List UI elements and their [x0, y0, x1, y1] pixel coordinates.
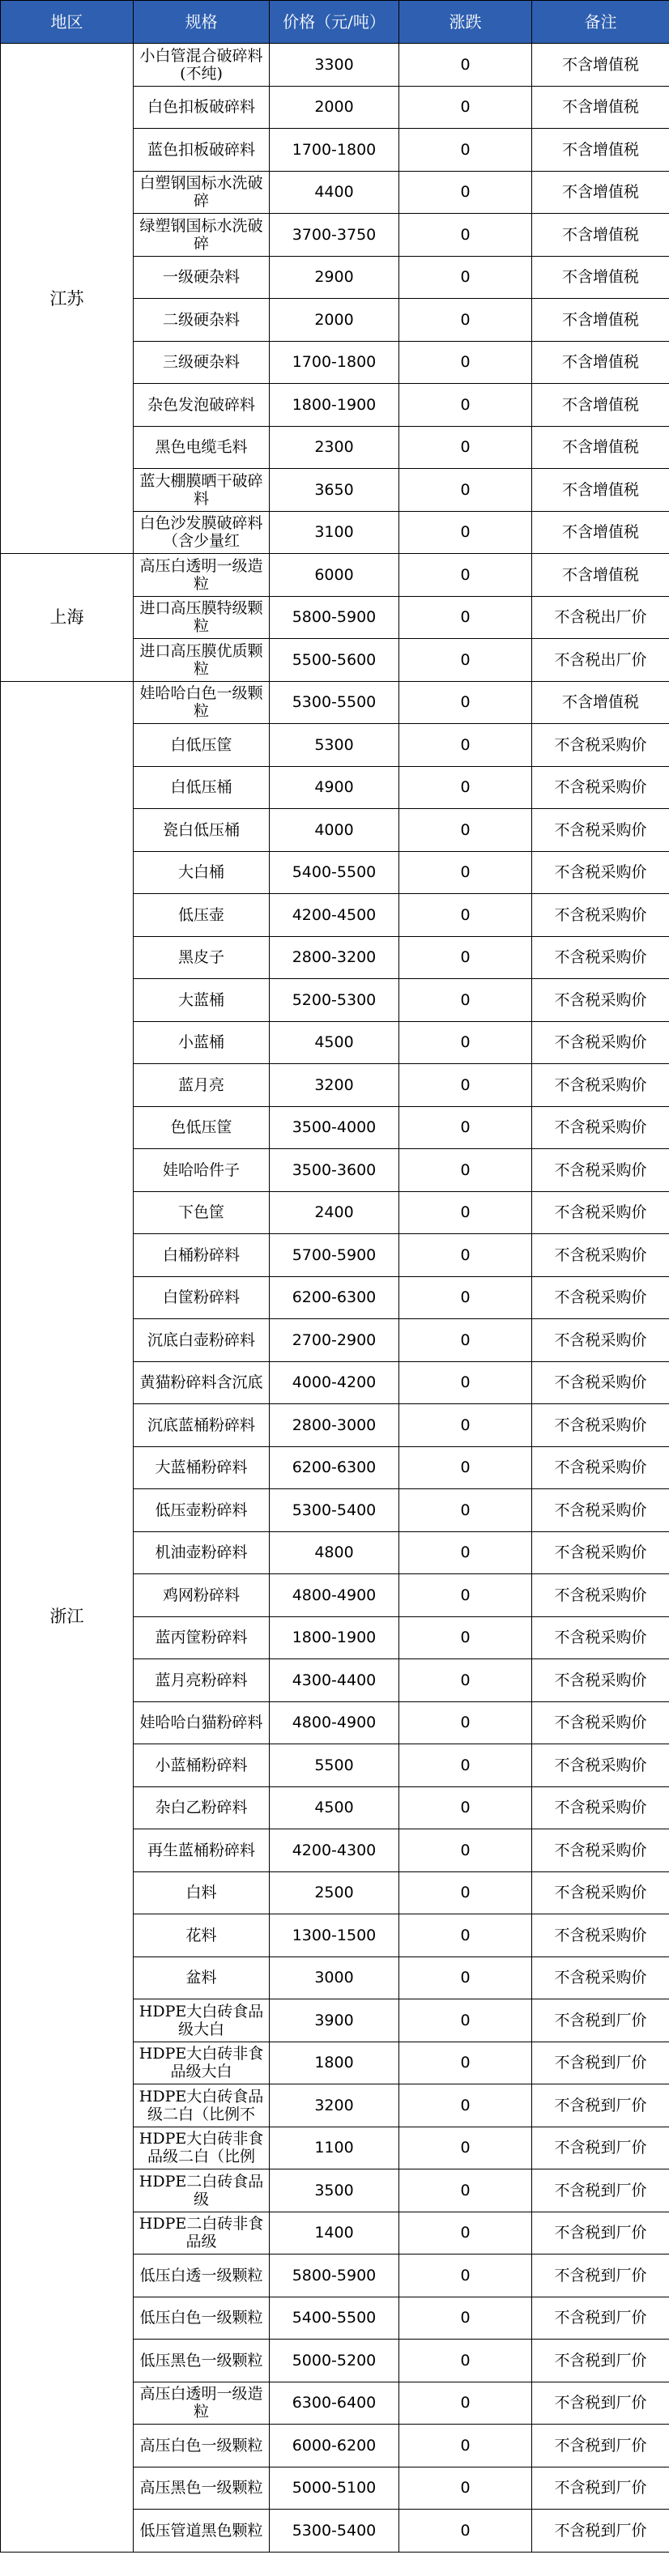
region-cell: 江苏 — [1, 44, 134, 554]
header-change: 涨跌 — [399, 1, 532, 44]
change-cell: 0 — [399, 86, 532, 129]
spec-cell: 二级硬杂料 — [134, 299, 270, 342]
note-cell: 不含税采购价 — [532, 1191, 669, 1234]
note-cell: 不含税采购价 — [532, 1276, 669, 1319]
spec-cell: 大白桶 — [134, 851, 270, 894]
change-cell: 0 — [399, 681, 532, 724]
note-cell: 不含税采购价 — [532, 979, 669, 1022]
note-cell: 不含税采购价 — [532, 1106, 669, 1149]
note-cell: 不含增值税 — [532, 341, 669, 384]
note-cell: 不含税出厂价 — [532, 596, 669, 639]
price-cell: 6300-6400 — [270, 2382, 399, 2425]
change-cell: 0 — [399, 384, 532, 427]
price-cell: 3500-4000 — [270, 1106, 399, 1149]
change-cell: 0 — [399, 2212, 532, 2255]
spec-cell: 绿塑钢国标水洗破碎 — [134, 214, 270, 257]
price-cell: 6200-6300 — [270, 1276, 399, 1319]
spec-cell: 大蓝桶粉碎料 — [134, 1446, 270, 1489]
spec-cell: 黄猫粉碎料含沉底 — [134, 1361, 270, 1404]
spec-cell: 白色扣板破碎料 — [134, 86, 270, 129]
note-cell: 不含增值税 — [532, 86, 669, 129]
change-cell: 0 — [399, 1616, 532, 1659]
spec-cell: 低压壶 — [134, 894, 270, 937]
price-cell: 3000 — [270, 1956, 399, 1999]
spec-cell: HDPE大白砖食品级二白（比例不 — [134, 2084, 270, 2127]
spec-cell: 白低压筐 — [134, 724, 270, 767]
price-cell: 2000 — [270, 299, 399, 342]
price-cell: 2900 — [270, 256, 399, 299]
change-cell: 0 — [399, 1234, 532, 1277]
spec-cell: 黑皮子 — [134, 936, 270, 979]
spec-cell: 盆料 — [134, 1956, 270, 1999]
spec-cell: 小蓝桶 — [134, 1021, 270, 1064]
note-cell: 不含税采购价 — [532, 1361, 669, 1404]
spec-cell: 低压白色一级颗粒 — [134, 2297, 270, 2340]
spec-cell: 小蓝桶粉碎料 — [134, 1744, 270, 1787]
note-cell: 不含税采购价 — [532, 1956, 669, 1999]
change-cell: 0 — [399, 724, 532, 767]
table-row — [1, 554, 669, 597]
note-cell: 不含税到厂价 — [532, 2127, 669, 2169]
price-cell: 3650 — [270, 469, 399, 512]
note-cell: 不含增值税 — [532, 384, 669, 427]
change-cell: 0 — [399, 2084, 532, 2127]
change-cell: 0 — [399, 2127, 532, 2169]
change-cell: 0 — [399, 2042, 532, 2084]
change-cell: 0 — [399, 1319, 532, 1362]
spec-cell: 一级硬杂料 — [134, 256, 270, 299]
spec-cell: 低压白透一级颗粒 — [134, 2255, 270, 2297]
spec-cell: 大蓝桶 — [134, 979, 270, 1022]
change-cell: 0 — [399, 171, 532, 214]
spec-cell: 白塑钢国标水洗破碎 — [134, 171, 270, 214]
price-cell: 1400 — [270, 2212, 399, 2255]
note-cell: 不含税到厂价 — [532, 2382, 669, 2425]
spec-cell: 小白管混合破碎料(不纯) — [134, 44, 270, 87]
spec-cell: 蓝大棚膜晒干破碎料 — [134, 469, 270, 512]
note-cell: 不含税采购价 — [532, 894, 669, 937]
price-cell: 5200-5300 — [270, 979, 399, 1022]
note-cell: 不含税到厂价 — [532, 2042, 669, 2084]
price-cell: 6000-6200 — [270, 2425, 399, 2467]
price-cell: 1300-1500 — [270, 1914, 399, 1957]
price-cell: 5000-5200 — [270, 2340, 399, 2382]
change-cell: 0 — [399, 2340, 532, 2382]
header-note: 备注 — [532, 1, 669, 44]
change-cell: 0 — [399, 979, 532, 1022]
price-cell: 2400 — [270, 1191, 399, 1234]
table-body — [1, 44, 669, 2553]
spec-cell: 白筐粉碎料 — [134, 1276, 270, 1319]
price-cell: 1100 — [270, 2127, 399, 2169]
spec-cell: 鸡网粉碎料 — [134, 1574, 270, 1617]
note-cell: 不含税到厂价 — [532, 2212, 669, 2255]
note-cell: 不含税采购价 — [532, 1234, 669, 1277]
note-cell: 不含增值税 — [532, 171, 669, 214]
note-cell: 不含税采购价 — [532, 1446, 669, 1489]
spec-cell: 色低压筐 — [134, 1106, 270, 1149]
price-cell: 4200-4300 — [270, 1829, 399, 1872]
note-cell: 不含税采购价 — [532, 1531, 669, 1574]
change-cell: 0 — [399, 851, 532, 894]
price-cell: 5300-5400 — [270, 2510, 399, 2553]
spec-cell: 黑色电缆毛料 — [134, 426, 270, 469]
table-header — [1, 1, 669, 44]
region-cell: 上海 — [1, 554, 134, 682]
note-cell: 不含税采购价 — [532, 1829, 669, 1872]
price-cell: 4800 — [270, 1531, 399, 1574]
note-cell: 不含税采购价 — [532, 1404, 669, 1447]
price-cell: 2000 — [270, 86, 399, 129]
change-cell: 0 — [399, 936, 532, 979]
change-cell: 0 — [399, 894, 532, 937]
spec-cell: 沉底白壶粉碎料 — [134, 1319, 270, 1362]
change-cell: 0 — [399, 1106, 532, 1149]
price-cell: 4200-4500 — [270, 894, 399, 937]
header-spec: 规格 — [134, 1, 270, 44]
spec-cell: 进口高压膜特级颗粒 — [134, 596, 270, 639]
change-cell: 0 — [399, 1871, 532, 1914]
spec-cell: HDPE大白砖非食品级二白（比例 — [134, 2127, 270, 2169]
spec-cell: 白低压桶 — [134, 766, 270, 809]
note-cell: 不含税采购价 — [532, 1574, 669, 1617]
change-cell: 0 — [399, 1149, 532, 1192]
price-cell: 6200-6300 — [270, 1446, 399, 1489]
spec-cell: 高压白色一级颗粒 — [134, 2425, 270, 2467]
spec-cell: 高压白透明一级造粒 — [134, 2382, 270, 2425]
price-cell: 2500 — [270, 1871, 399, 1914]
spec-cell: 蓝丙筐粉碎料 — [134, 1616, 270, 1659]
price-cell: 3100 — [270, 511, 399, 554]
change-cell: 0 — [399, 1531, 532, 1574]
change-cell: 0 — [399, 2169, 532, 2212]
change-cell: 0 — [399, 2425, 532, 2467]
spec-cell: 娃哈哈白色一级颗粒 — [134, 681, 270, 724]
price-cell: 1800-1900 — [270, 384, 399, 427]
change-cell: 0 — [399, 129, 532, 172]
price-cell: 4800-4900 — [270, 1574, 399, 1617]
change-cell: 0 — [399, 426, 532, 469]
note-cell: 不含税采购价 — [532, 766, 669, 809]
table-row — [1, 44, 669, 87]
price-cell: 3900 — [270, 1999, 399, 2042]
price-cell: 4400 — [270, 171, 399, 214]
change-cell: 0 — [399, 1956, 532, 1999]
note-cell: 不含税采购价 — [532, 809, 669, 852]
note-cell: 不含税采购价 — [532, 936, 669, 979]
price-cell: 5400-5500 — [270, 2297, 399, 2340]
spec-cell: 蓝色扣板破碎料 — [134, 129, 270, 172]
note-cell: 不含税到厂价 — [532, 2425, 669, 2467]
spec-cell: 蓝月亮粉碎料 — [134, 1659, 270, 1702]
spec-cell: 瓷白低压桶 — [134, 809, 270, 852]
spec-cell: 白桶粉碎料 — [134, 1234, 270, 1277]
change-cell: 0 — [399, 1574, 532, 1617]
change-cell: 0 — [399, 2297, 532, 2340]
note-cell: 不含税到厂价 — [532, 2340, 669, 2382]
note-cell: 不含税采购价 — [532, 724, 669, 767]
price-cell: 2300 — [270, 426, 399, 469]
price-cell: 5300-5500 — [270, 681, 399, 724]
price-cell: 4900 — [270, 766, 399, 809]
change-cell: 0 — [399, 1064, 532, 1107]
change-cell: 0 — [399, 341, 532, 384]
note-cell: 不含税采购价 — [532, 1659, 669, 1702]
spec-cell: 下色筐 — [134, 1191, 270, 1234]
change-cell: 0 — [399, 766, 532, 809]
note-cell: 不含税采购价 — [532, 1319, 669, 1362]
change-cell: 0 — [399, 511, 532, 554]
spec-cell: 高压黑色一级颗粒 — [134, 2467, 270, 2510]
spec-cell: 蓝月亮 — [134, 1064, 270, 1107]
price-cell: 4000-4200 — [270, 1361, 399, 1404]
note-cell: 不含税采购价 — [532, 1701, 669, 1744]
change-cell: 0 — [399, 1744, 532, 1787]
price-cell: 5500 — [270, 1744, 399, 1787]
price-cell: 3700-3750 — [270, 214, 399, 257]
note-cell: 不含税采购价 — [532, 1064, 669, 1107]
change-cell: 0 — [399, 1701, 532, 1744]
note-cell: 不含税到厂价 — [532, 2297, 669, 2340]
spec-cell: HDPE二白砖非食品级 — [134, 2212, 270, 2255]
spec-cell: 沉底蓝桶粉碎料 — [134, 1404, 270, 1447]
note-cell: 不含税采购价 — [532, 1786, 669, 1829]
change-cell: 0 — [399, 256, 532, 299]
change-cell: 0 — [399, 2510, 532, 2553]
table-row — [1, 681, 669, 724]
note-cell: 不含增值税 — [532, 129, 669, 172]
note-cell: 不含增值税 — [532, 469, 669, 512]
spec-cell: 白料 — [134, 1871, 270, 1914]
change-cell: 0 — [399, 2382, 532, 2425]
price-cell: 4000 — [270, 809, 399, 852]
price-cell: 5300-5400 — [270, 1489, 399, 1532]
header-row — [1, 1, 669, 44]
change-cell: 0 — [399, 1914, 532, 1957]
price-cell: 3500-3600 — [270, 1149, 399, 1192]
note-cell: 不含增值税 — [532, 299, 669, 342]
price-cell: 5700-5900 — [270, 1234, 399, 1277]
spec-cell: 杂色发泡破碎料 — [134, 384, 270, 427]
note-cell: 不含税到厂价 — [532, 2255, 669, 2297]
spec-cell: 再生蓝桶粉碎料 — [134, 1829, 270, 1872]
price-cell: 5500-5600 — [270, 639, 399, 682]
note-cell: 不含税到厂价 — [532, 2169, 669, 2212]
spec-cell: 三级硬杂料 — [134, 341, 270, 384]
change-cell: 0 — [399, 1361, 532, 1404]
price-cell: 3200 — [270, 2084, 399, 2127]
price-cell: 4500 — [270, 1021, 399, 1064]
note-cell: 不含税到厂价 — [532, 1999, 669, 2042]
change-cell: 0 — [399, 1659, 532, 1702]
spec-cell: 机油壶粉碎料 — [134, 1531, 270, 1574]
price-cell: 1700-1800 — [270, 129, 399, 172]
price-cell: 1800-1900 — [270, 1616, 399, 1659]
price-cell: 5800-5900 — [270, 596, 399, 639]
note-cell: 不含增值税 — [532, 214, 669, 257]
note-cell: 不含税采购价 — [532, 1871, 669, 1914]
change-cell: 0 — [399, 639, 532, 682]
spec-cell: 白色沙发膜破碎料（含少量红 — [134, 511, 270, 554]
change-cell: 0 — [399, 2255, 532, 2297]
note-cell: 不含增值税 — [532, 681, 669, 724]
change-cell: 0 — [399, 1829, 532, 1872]
change-cell: 0 — [399, 1404, 532, 1447]
note-cell: 不含税采购价 — [532, 1021, 669, 1064]
note-cell: 不含税到厂价 — [532, 2084, 669, 2127]
note-cell: 不含增值税 — [532, 426, 669, 469]
price-cell: 6000 — [270, 554, 399, 597]
change-cell: 0 — [399, 1489, 532, 1532]
price-cell: 5300 — [270, 724, 399, 767]
spec-cell: HDPE大白砖非食品级大白 — [134, 2042, 270, 2084]
spec-cell: 低压壶粉碎料 — [134, 1489, 270, 1532]
change-cell: 0 — [399, 299, 532, 342]
note-cell: 不含税到厂价 — [532, 2467, 669, 2510]
spec-cell: 进口高压膜优质颗粒 — [134, 639, 270, 682]
change-cell: 0 — [399, 554, 532, 597]
header-region: 地区 — [1, 1, 134, 44]
price-cell: 3300 — [270, 44, 399, 87]
price-cell: 2800-3000 — [270, 1404, 399, 1447]
spec-cell: HDPE大白砖食品级大白 — [134, 1999, 270, 2042]
price-cell: 1700-1800 — [270, 341, 399, 384]
note-cell: 不含增值税 — [532, 511, 669, 554]
note-cell: 不含增值税 — [532, 256, 669, 299]
price-cell: 3200 — [270, 1064, 399, 1107]
spec-cell: 娃哈哈白猫粉碎料 — [134, 1701, 270, 1744]
change-cell: 0 — [399, 1786, 532, 1829]
note-cell: 不含税采购价 — [532, 1616, 669, 1659]
spec-cell: 花料 — [134, 1914, 270, 1957]
change-cell: 0 — [399, 1999, 532, 2042]
note-cell: 不含税采购价 — [532, 1489, 669, 1532]
change-cell: 0 — [399, 596, 532, 639]
change-cell: 0 — [399, 1276, 532, 1319]
price-cell: 4800-4900 — [270, 1701, 399, 1744]
price-cell: 5800-5900 — [270, 2255, 399, 2297]
spec-cell: 高压白透明一级造粒 — [134, 554, 270, 597]
spec-cell: HDPE二白砖食品级 — [134, 2169, 270, 2212]
price-cell: 2700-2900 — [270, 1319, 399, 1362]
change-cell: 0 — [399, 2467, 532, 2510]
price-cell: 4500 — [270, 1786, 399, 1829]
change-cell: 0 — [399, 214, 532, 257]
note-cell: 不含税到厂价 — [532, 2510, 669, 2553]
note-cell: 不含税采购价 — [532, 1149, 669, 1192]
note-cell: 不含税出厂价 — [532, 639, 669, 682]
change-cell: 0 — [399, 1021, 532, 1064]
note-cell: 不含税采购价 — [532, 1914, 669, 1957]
price-cell: 3500 — [270, 2169, 399, 2212]
price-cell: 5000-5100 — [270, 2467, 399, 2510]
spec-cell: 娃哈哈件子 — [134, 1149, 270, 1192]
note-cell: 不含增值税 — [532, 554, 669, 597]
change-cell: 0 — [399, 1446, 532, 1489]
note-cell: 不含增值税 — [532, 44, 669, 87]
header-price: 价格（元/吨） — [270, 1, 399, 44]
change-cell: 0 — [399, 1191, 532, 1234]
spec-cell: 低压黑色一级颗粒 — [134, 2340, 270, 2382]
region-cell: 浙江 — [1, 681, 134, 2552]
price-cell: 1800 — [270, 2042, 399, 2084]
change-cell: 0 — [399, 44, 532, 87]
price-cell: 5400-5500 — [270, 851, 399, 894]
note-cell: 不含税采购价 — [532, 1744, 669, 1787]
change-cell: 0 — [399, 469, 532, 512]
spec-cell: 低压管道黑色颗粒 — [134, 2510, 270, 2553]
change-cell: 0 — [399, 809, 532, 852]
price-cell: 4300-4400 — [270, 1659, 399, 1702]
spec-cell: 杂白乙粉碎料 — [134, 1786, 270, 1829]
note-cell: 不含税采购价 — [532, 851, 669, 894]
price-cell: 2800-3200 — [270, 936, 399, 979]
